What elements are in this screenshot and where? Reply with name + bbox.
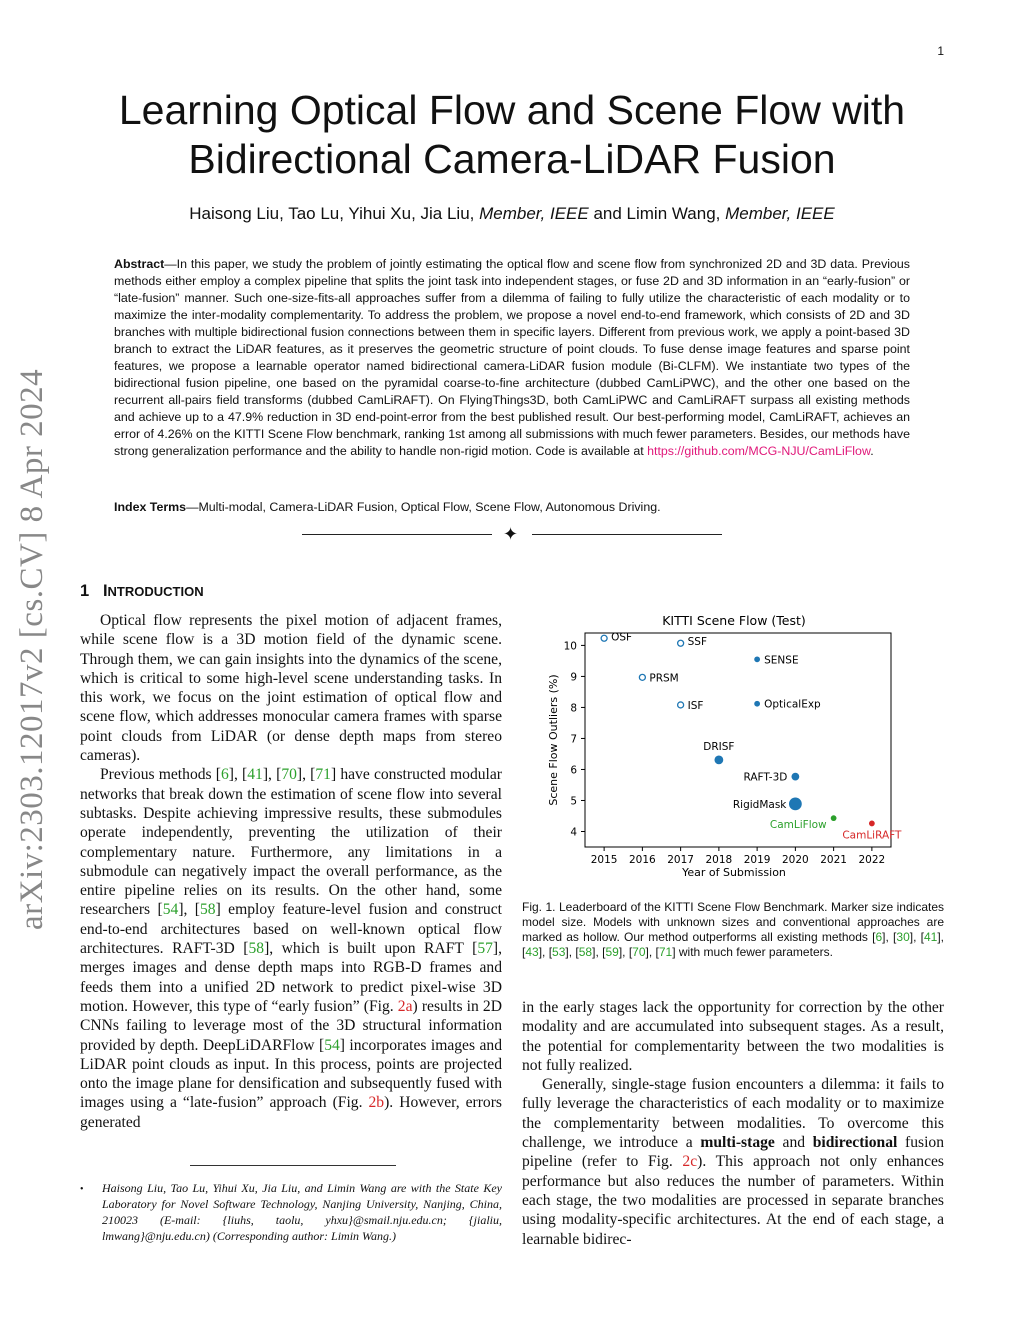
data-point — [755, 701, 760, 706]
point-label: DRISF — [703, 740, 735, 753]
x-tick-label: 2022 — [858, 854, 886, 866]
footnote-text: Haisong Liu, Tao Lu, Yihui Xu, Jia Liu, and Limin Wang are with the State Key Laboratory for Novel Software Technology, Nanjing University, Nanjing, China, 210023 (E-mail: {liuhs, taolu, yhxu}@smail.nju.edu.cn; {jialiu, lmwang}@nju.edu.cn) (Corresponding author: Limin Wang.) — [102, 1181, 502, 1243]
paper-title — [0, 86, 1024, 184]
x-tick-label: 2015 — [590, 854, 618, 866]
index-terms-text: —Multi-modal, Camera-LiDAR Fusion, Optical Flow, Scene Flow, Autonomous Driving. — [186, 500, 661, 514]
citation-link[interactable]: 54 — [324, 1036, 340, 1054]
figure-caption: Fig. 1. Leaderboard of the KITTI Scene Flow Benchmark. Marker size indicates model size. Models with unknown sizes and conventional approaches are marked as hollow. Our method outperforms all existing methods [6], [30], [41], [43], [53], [58], [59], [70], [71] with much fewer parameters. — [522, 900, 945, 959]
data-point — [755, 657, 760, 662]
author-list — [0, 204, 1024, 224]
data-point — [869, 821, 874, 826]
left-column — [80, 611, 502, 1132]
figure-link[interactable]: 2b — [368, 1094, 385, 1112]
right-paragraph-1: in the early stages lack the opportunity for correction by the other modality and are accumulated into subsequent stages. As a result, the potential for complementarity between the two modalities is not fully realized. — [522, 999, 944, 1074]
citation-link[interactable]: 58 — [578, 945, 593, 959]
divider-symbol: ✦ — [503, 524, 519, 544]
author-role-1: Member, IEEE — [479, 204, 589, 223]
title-line-1: Learning Optical Flow and Scene Flow with — [118, 87, 906, 133]
y-tick-label: 9 — [570, 671, 577, 684]
citation-link[interactable]: 58 — [248, 940, 265, 958]
y-axis — [564, 640, 585, 838]
data-point — [715, 756, 723, 764]
point-label: RigidMask — [732, 798, 787, 811]
footnote-bullet: • — [80, 1184, 84, 1195]
citation-link[interactable]: 30 — [896, 930, 910, 944]
footnote — [80, 1180, 502, 1244]
citation-link[interactable]: 43 — [525, 945, 539, 959]
section-title-first: I — [102, 582, 108, 600]
citation-link[interactable]: 41 — [247, 766, 263, 784]
point-label: OpticalExp — [764, 698, 821, 711]
author-names-2: and Limin Wang, — [588, 204, 726, 223]
citation-link[interactable]: 59 — [605, 945, 619, 959]
page-number: 1 — [937, 44, 944, 58]
citation-link[interactable]: 71 — [658, 945, 673, 959]
intro-paragraph-1: Optical flow represents the pixel motion of adjacent frames, while scene flow is a 3D motion field of the dynamic scene. Through them, we can gain insights into the dynamics of the scene, which is critical to some high-level scene understanding tasks. In this work, we focus on the joint estimation of optical flow and scene flow, which addresses monocular camera frames with sparse point clouds from LiDAR (or dense depth maps from stereo cameras). — [80, 612, 502, 765]
y-tick-label: 8 — [570, 702, 577, 715]
emphasis-multi-stage: multi-stage — [700, 1134, 775, 1152]
abstract — [114, 256, 910, 460]
citation-link[interactable]: 70 — [632, 945, 646, 959]
data-point — [831, 816, 836, 821]
data-points — [601, 631, 902, 841]
point-label: SENSE — [764, 654, 799, 667]
emphasis-bidirectional: bidirectional — [812, 1134, 898, 1152]
point-label: SSF — [687, 636, 707, 649]
point-label: RAFT-3D — [743, 771, 788, 784]
abstract-text: —In this paper, we study the problem of jointly estimating the optical flow and scene flow from synchronized 2D and 3D data. Previous methods either employ a complex pipeline that splits the joint task into independent stages, or fuse 2D and 3D information in an “early-fusion” or “late-fusion” manner. Such one-size-fits-all approaches suffer from a dilemma of failing to fully utilize the characteristic of each modality or to maximize the inter-modality complementarity. To address the problem, we propose a novel end-to-end framework, which consists of 2D and 3D branches with multiple bidirectional fusion connections between them in specific layers. Different from previous work, we apply a point-based 3D branch to extract the LiDAR features, as it preserves the geometric structure of point clouds. To fuse dense image features and sparse point features, we propose a learnable operator named bidirectional camera-LiDAR fusion module (Bi-CLFM). We instantiate two types of the bidirectional fusion pipeline, one based on the pyramidal coarse-to-fine architecture (dubbed CamLiPWC), and the other one based on the recurrent all-pairs field transforms (dubbed CamLiRAFT). On FlyingThings3D, both CamLiPWC and CamLiRAFT surpass all existing methods and achieve up to a 47.9% reduction in 3D end-point-error from the best published result. Our best-performing model, CamLiRAFT, achieves an error of 4.26% on the KITTI Scene Flow benchmark, ranking 1st among all submissions with much fewer parameters. Besides, our methods have strong generalization performance and the ability to handle non-rigid motion. Code is available at — [114, 257, 910, 458]
figure-link[interactable]: 2c — [682, 1153, 698, 1171]
y-tick-label: 7 — [570, 733, 577, 746]
kitti-scene-flow-chart — [522, 606, 922, 886]
index-terms — [114, 500, 910, 514]
citation-link[interactable]: 71 — [315, 766, 331, 784]
citation-link[interactable]: 54 — [162, 901, 179, 919]
title-line-2: Bidirectional Camera-LiDAR Fusion — [188, 136, 836, 182]
point-label: CamLiRAFT — [842, 829, 902, 842]
y-tick-label: 4 — [570, 826, 577, 839]
data-point — [639, 674, 645, 680]
x-tick-label: 2020 — [782, 854, 809, 866]
x-tick-label: 2019 — [743, 854, 771, 866]
citation-link[interactable]: 6 — [220, 766, 229, 784]
y-tick-label: 5 — [570, 795, 577, 808]
citation-link[interactable]: 6 — [875, 930, 883, 944]
point-label: PRSM — [649, 672, 679, 685]
index-terms-label: Index Terms — [114, 500, 187, 514]
data-point — [678, 702, 684, 708]
data-point — [678, 640, 684, 646]
plot-frame — [585, 633, 891, 847]
x-tick-label: 2017 — [667, 854, 694, 866]
footnote-rule — [190, 1165, 396, 1166]
point-label: OSF — [611, 631, 633, 644]
data-point — [792, 773, 799, 780]
citation-link[interactable]: 53 — [552, 945, 566, 959]
data-point — [601, 635, 607, 641]
author-role-2: Member, IEEE — [725, 204, 835, 223]
abstract-label: Abstract — [114, 257, 165, 271]
y-axis-label: Scene Flow Outliers (%) — [547, 674, 560, 806]
section-title-rest: NTRODUCTION — [107, 584, 204, 599]
arxiv-stamp: arXiv:2303.12017v2 [cs.CV] 8 Apr 2024 — [14, 368, 50, 930]
right-paragraph-2: Generally, single-stage fusion encounters a dilemma: it fails to fully leverage the characteristics of each modality or to maximize the complementarity between modalities. To overcome this challenge, we introduce a multi-stage and bidirectional fusion pipeline (refer to Fig. 2c). This approach not only enhances performance but also reduces the number of parameters. Within each stage, the two modalities are processed in separate branches using modality-specific architectures. At the end of each stage, a learnable bidirec- — [522, 1076, 945, 1248]
figure-link[interactable]: 2a — [397, 997, 413, 1015]
x-tick-label: 2018 — [705, 854, 733, 866]
citation-link[interactable]: 57 — [477, 940, 493, 958]
divider-right — [532, 534, 722, 535]
code-link[interactable]: https://github.com/MCG-NJU/CamLiFlow — [647, 444, 871, 458]
section-heading — [80, 582, 204, 601]
abstract-end: . — [870, 444, 874, 458]
chart-title: KITTI Scene Flow (Test) — [662, 613, 806, 628]
data-point — [789, 798, 801, 810]
x-axis-label: Year of Submission — [682, 866, 786, 879]
citation-link[interactable]: 41 — [923, 930, 938, 944]
citation-link[interactable]: 70 — [281, 766, 297, 784]
citation-link[interactable]: 58 — [200, 901, 216, 919]
y-tick-label: 10 — [563, 640, 577, 653]
y-tick-label: 6 — [570, 764, 577, 777]
intro-paragraph-2: Previous methods [6], [41], [70], [71] have constructed modular networks that break down the estimation of scene flow into several subtasks. Despite achieving impressive results, these submodules operate independently, preventing the utilization of their complementary nature. Furthermore, any limitations in a submodule can negatively impact the overall performance, as the entire pipeline relies on its results. On the other hand, some researchers [54], [58] employ feature-level fusion and construct end-to-end architectures based on well-known optical flow architectures. RAFT-3D [58], which is built upon RAFT [57], merges images and dense depth maps into RGB-D frames and feeds them into a unified 2D network to predict pixel-wise 3D motion. However, this type of “early fusion” (Fig. 2a) results in 2D CNNs failing to leverage most of the 3D structural information provided by depth. DeepLiDARFlow [54] incorporates images and LiDAR point clouds as input. In this process, points are projected onto the image plane for densification and subsequently fused with images using a “late-fusion” approach (Fig. 2b). However, errors generated — [80, 766, 503, 1131]
x-tick-label: 2016 — [629, 854, 656, 866]
point-label: CamLiFlow — [769, 819, 827, 832]
section-number: 1 — [80, 582, 90, 600]
x-tick-label: 2021 — [820, 854, 847, 866]
x-axis — [591, 847, 885, 866]
right-column — [522, 998, 944, 1249]
divider-left — [302, 534, 492, 535]
author-names-1: Haisong Liu, Tao Lu, Yihui Xu, Jia Liu, — [189, 204, 480, 223]
point-label: ISF — [687, 699, 704, 712]
